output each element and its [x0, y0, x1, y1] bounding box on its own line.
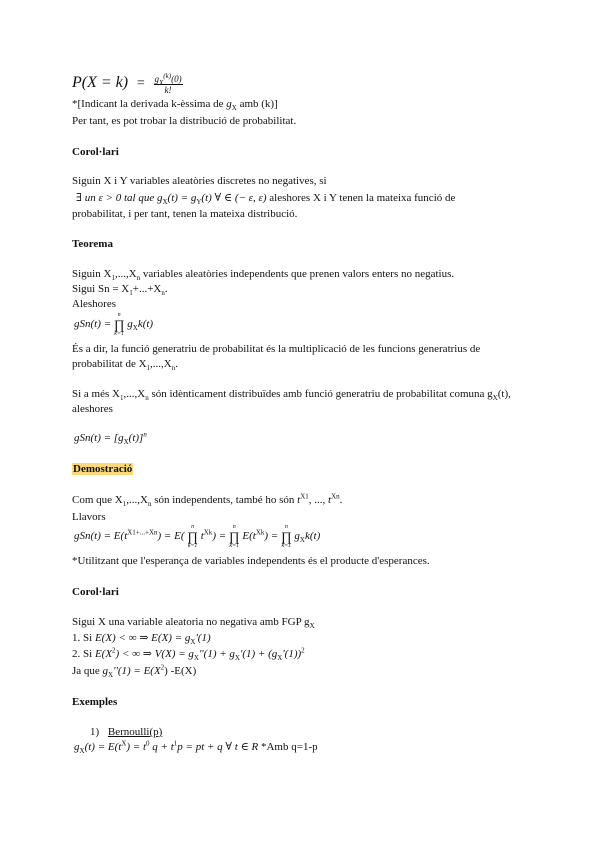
demostracio-line-1: Com que $X_1,...,X_n$ són independents, també ho són $t^{X1}$, ..., $t^{Xn}$.	[72, 492, 343, 509]
formula-fraction: $\frac{g_X^{(k)}(0)}{k!}$	[154, 72, 182, 95]
teorema-line-5: probabilitat de $X_1,...,X_n$.	[72, 358, 178, 373]
corollari-2-heading: Corol·lari	[72, 586, 119, 598]
teorema-line-6: Si a més $X_1,...,X_n$ són idènticament distribuïdes amb funció generatriu de probabilitat comuna $g_X(t)$,	[72, 388, 511, 403]
corollari-line-2: ∃ un ε > 0 tal que $g_X(t) = g_Y(t)$ ∀ ∈ (− ε, ε) aleshores X i Y tenen la mateixa funció de	[76, 192, 456, 207]
intro-conclusion: Per tant, es pot trobar la distribució de probabilitat.	[72, 115, 297, 127]
corollari-2-item-1: 1. Si E(X) < ∞ ⇒ $E(X) = g_X'(1)$	[72, 632, 211, 647]
demostracio-line-2: Llavors	[72, 511, 106, 523]
teorema-line-1: Siguin $X_1,...,X_n$ variables aleatòries independents que prenen valors enters no negatius.	[72, 268, 455, 283]
corollari-2-line-1: Sigui X una variable aleatoria no negativa amb FGP $g_X$	[72, 616, 315, 631]
formula-lhs: P(X = k)	[72, 74, 129, 92]
corollari-line-1: Siguin X i Y variables aleatòries discretes no negatives, si	[72, 175, 327, 187]
exemple-equation-1: $g_X(t) = E(t^X) = t^0$ $q + t^1p$ = pt + q ∀ t ∈ R *Amb q=1-p	[74, 739, 318, 756]
exemple-label-bernoulli: Bernoulli(p)	[107, 726, 163, 738]
formula-equals: =	[136, 76, 145, 92]
teorema-line-7: aleshores	[72, 403, 113, 415]
exemple-item-1: 1) Bernoulli(p)	[90, 726, 163, 738]
corollari-heading: Corol·lari	[72, 146, 119, 158]
exemples-heading: Exemples	[72, 696, 118, 708]
teorema-heading: Teorema	[72, 238, 113, 250]
corollari-2-item-2: 2. Si $E(X^2)$ < ∞ ⇒ $V(X) = g_X''(1) + g_X'(1) + (g_X'(1))^2$	[72, 646, 305, 663]
demostracio-equation: $gSn(t) = E(t^{X1+...+Xn}) = E$( n ∏ k=1 $t^{Xk}$) = n ∏ k=1 $E(t^{Xk})$ = n ∏ k=1 $g_Xk(t)$	[74, 524, 321, 549]
teorema-line-3: Aleshores	[72, 298, 116, 310]
corollari-line-3: probabilitat, i per tant, tenen la mateixa distribució.	[72, 208, 298, 220]
demostracio-heading: Demostració	[73, 463, 133, 475]
demostracio-note: *Utilitzant que l'esperança de variables independents és el producte d'esperances.	[72, 555, 430, 567]
derivative-note: *[Indicant la derivada k-èssima de $g_X$ amb (k)]	[72, 98, 278, 113]
pgf-formula	[72, 74, 183, 95]
corollari-2-line-3: Ja que $g_X''(1) = E(X^2)$ -E(X)	[72, 663, 197, 680]
teorema-line-4: És a dir, la funció generatriu de probabilitat és la multiplicació de les funcions generatrius de	[72, 343, 481, 355]
teorema-equation-1: gSn(t) = n ∏ k=1 $g_Xk(t)$	[74, 312, 154, 337]
teorema-line-2: Sigui $Sn = X_1+...+X_n$.	[72, 283, 168, 298]
teorema-equation-2: $gSn(t) = [g_X(t)]^n$	[74, 430, 147, 447]
